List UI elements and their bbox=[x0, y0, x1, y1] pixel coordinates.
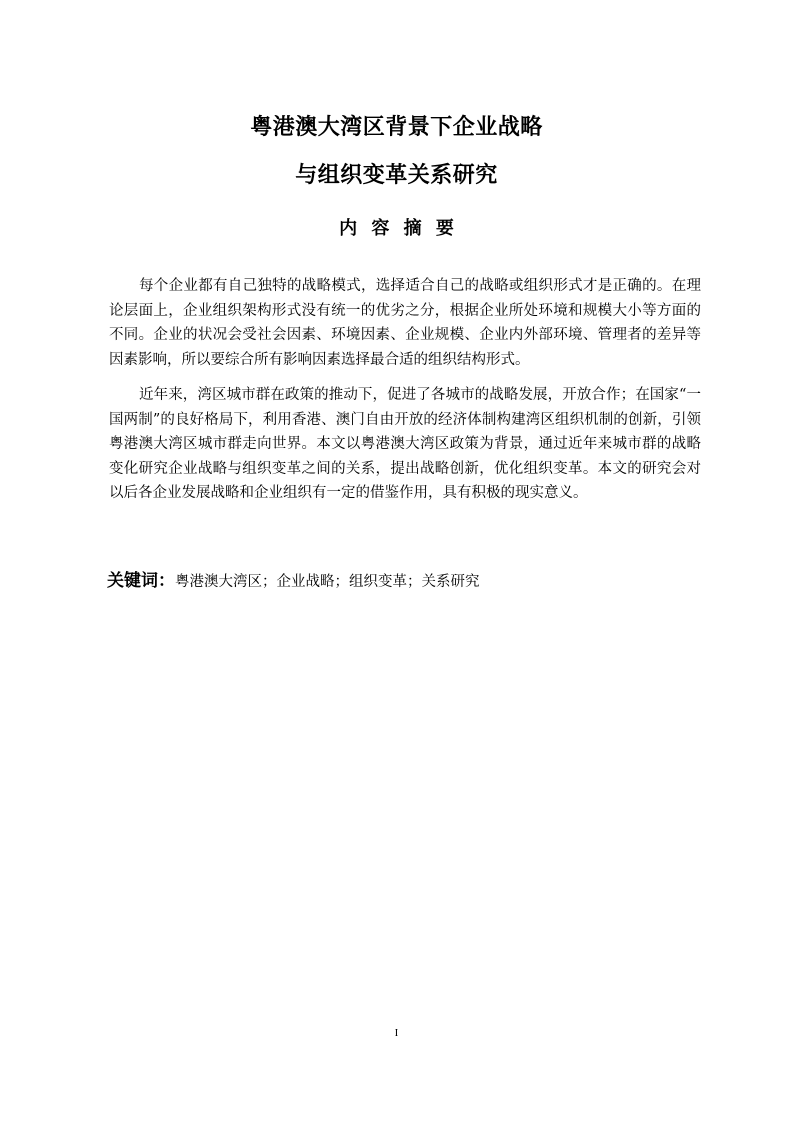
page-number: I bbox=[394, 1027, 399, 1039]
document-title-line-1: 粤港澳大湾区背景下企业战略 bbox=[250, 115, 543, 140]
abstract-paragraph: 每个企业都有自己独特的战略模式，选择适合自己的战略或组织形式才是正确的。在理论层面上，企业组织架构形式没有统一的优劣之分，根据企业所处环境和规模大小等方面的不同。企业的状况会受社会因素、环境因素、企业规模、企业内外部环境、管理者的差异等因素影响，所以要综合所有影响因素选择最合适的组织结构形式。 bbox=[109, 278, 701, 368]
keywords-label: 关键词： bbox=[107, 571, 175, 591]
document-title-line-2: 与组织变革关系研究 bbox=[295, 163, 498, 188]
keywords-text: 粤港澳大湾区；企业战略；组织变革；关系研究 bbox=[175, 574, 480, 590]
abstract-heading: 内 容 摘 要 bbox=[339, 218, 454, 239]
keywords-line bbox=[107, 569, 707, 594]
abstract-paragraph: 近年来，湾区城市群在政策的推动下，促进了各城市的战略发展，开放合作；在国家“一国两制”的良好格局下，利用香港、澳门自由开放的经济体制构建湾区组织机制的创新，引领粤港澳大湾区城市群走向世界。本文以粤港澳大湾区政策为背景，通过近年来城市群的战略变化研究企业战略与组织变革之间的关系，提出战略创新，优化组织变革。本文的研究会对以后各企业发展战略和企业组织有一定的借鉴作用，具有积极的现实意义。 bbox=[109, 387, 701, 501]
